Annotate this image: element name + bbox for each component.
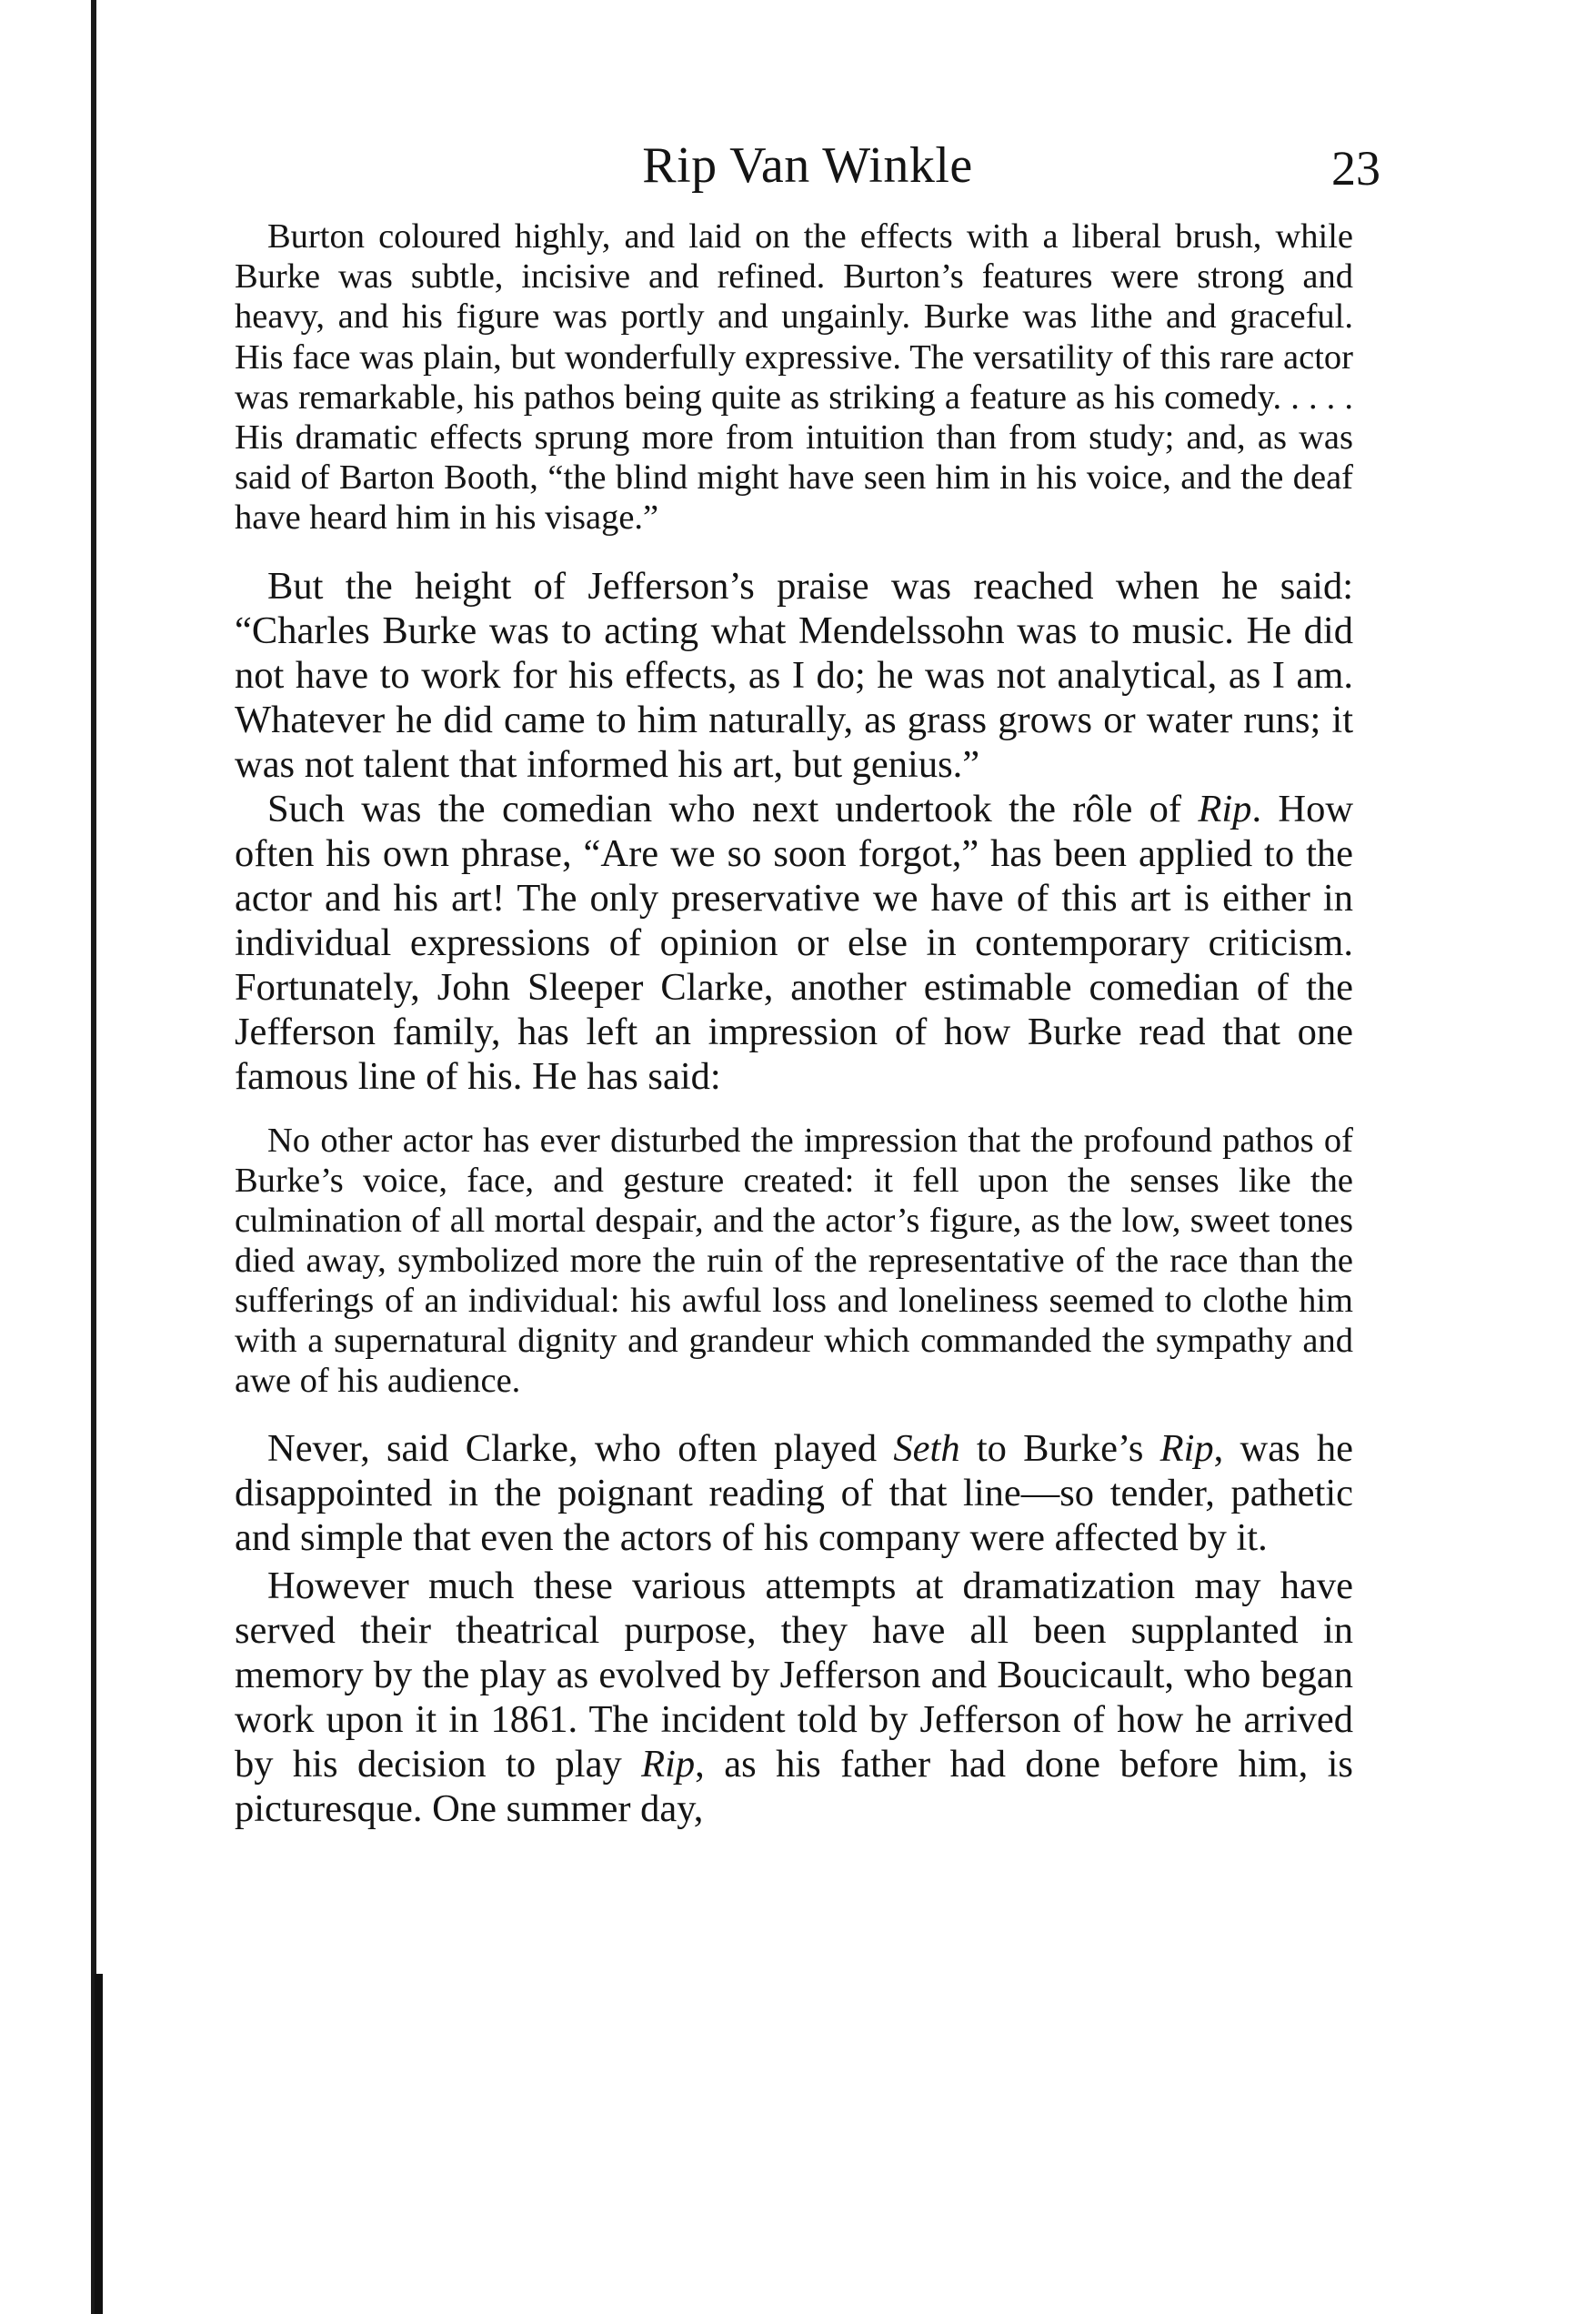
- paragraph-text: , as his father had done before him, is picturesque. One summer day,: [235, 1742, 1353, 1830]
- paragraph-text: to Burke’s: [959, 1426, 1160, 1470]
- paragraph-text: . How often his own phrase, “Are we so soon forgot,” has been applied to the actor and his art! The only preservative we have of this art is either in individual expressions of opinion or else in contemporary criticism. Fortunately, John Sleeper Clarke, another estimable comedian of the Jefferson family, has left an impression of how Burke read that one famous line of his. He has said:: [235, 787, 1354, 1098]
- paragraph-text: Never, said Clarke, who often played: [267, 1426, 894, 1470]
- body-text: [235, 216, 1353, 1831]
- paragraph-dramatization: [235, 1564, 1353, 1831]
- paragraph-jefferson-praise: But the height of Jefferson’s praise was reached when he said: “Charles Burke was to acting what Mendelssohn was to music. He did not have to work for his effects, as I do; he was not analytical, as I am. Whatever he did came to him naturally, as grass grows or water runs; it was not talent that informed his art, but genius.”: [235, 564, 1353, 786]
- paragraph-clarke-seth: [235, 1426, 1353, 1560]
- paragraph-text: Such was the comedian who next undertook the rôle of: [267, 787, 1199, 830]
- role-name-rip: Rip: [641, 1742, 696, 1786]
- block-quote-clarke: No other actor has ever disturbed the impression that the profound pathos of Burke’s voice, face, and gesture created: it fell upon the senses like the culmination of all mortal despair, and the actor’s figure, as the low, sweet tones died away, symbolized more the ruin of the representative of the race than the sufferings of an individual: his awful loss and loneliness seemed to clothe him with a supernatural dignity and grandeur which commanded the sympathy and awe of his audience.: [235, 1121, 1353, 1400]
- paragraph-burton-burke: Burton coloured highly, and laid on the effects with a liberal brush, while Burke was subtle, incisive and refined. Burton’s features were strong and heavy, and his figure was portly and ungainly. Burke was lithe and graceful. His face was plain, but wonderfully expressive. The versatility of this rare actor was remarkable, his pathos being quite as striking a feature as his comedy. . . . . His dramatic effects sprung more from intuition than from study; and, as was said of Barton Booth, “the blind might have seen him in his voice, and the deaf have heard him in his visage.”: [235, 217, 1353, 538]
- role-name-rip: Rip: [1198, 787, 1252, 830]
- page-number: 23: [1331, 141, 1380, 196]
- page-header: [235, 136, 1380, 209]
- running-title: Rip Van Winkle: [642, 137, 973, 194]
- paragraph-text: , was he disappointed in the poignant reading of that line—so tender, pathetic and simple that even the actors of his company were affected by it.: [235, 1426, 1353, 1559]
- role-name-seth: Seth: [893, 1426, 960, 1470]
- paragraph-comedian-rip: [235, 787, 1353, 1099]
- page-binding-edge: [91, 0, 96, 2314]
- paragraph-text: However much these various attempts at dramatization may have served their theatrical purpose, they have all been supplanted in memory by the play as evolved by Jefferson and Boucicault, who began work upon it in 1861. The incident told by Jefferson of how he arrived by his decision to play: [235, 1564, 1353, 1786]
- page-binding-shadow: [95, 1974, 103, 2314]
- role-name-rip: Rip: [1159, 1426, 1214, 1470]
